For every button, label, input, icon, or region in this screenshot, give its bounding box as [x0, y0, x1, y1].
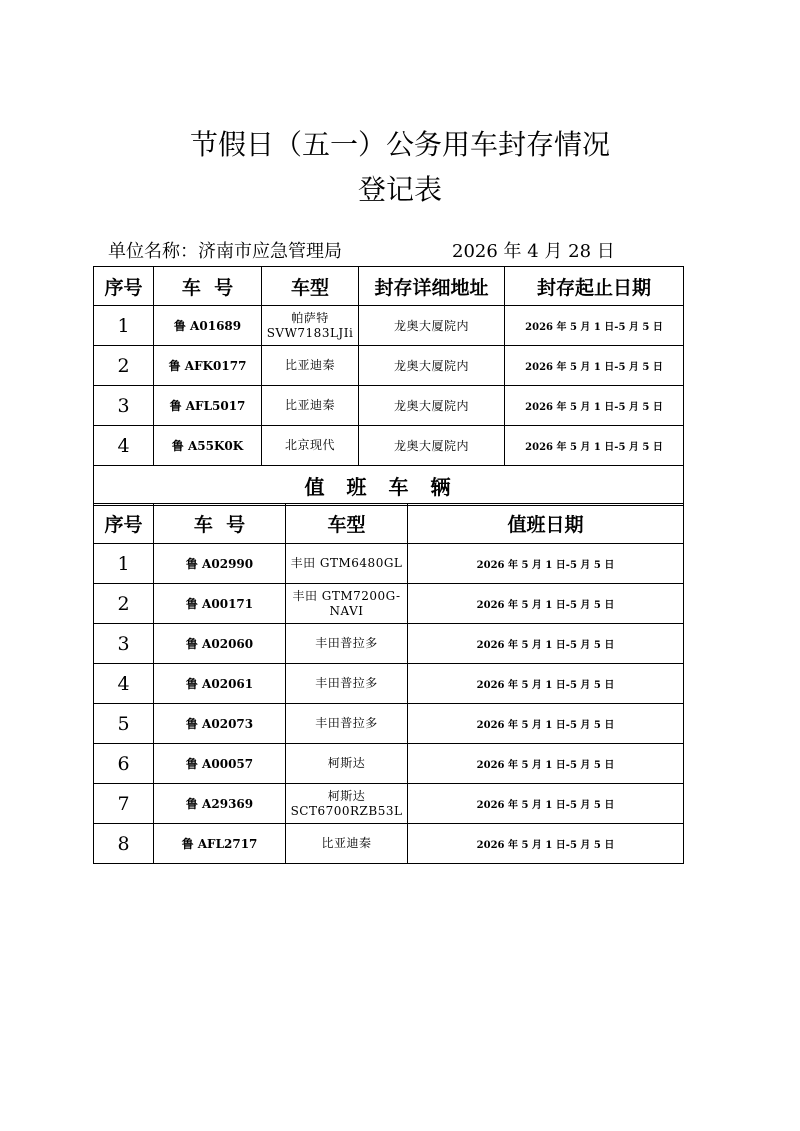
- table-header-row: [94, 504, 684, 544]
- vehicle-model: 丰田 GTM7200G- NAVI: [286, 584, 408, 624]
- plate-number: 鲁 A55K0K: [154, 426, 262, 466]
- storage-address: 龙奥大厦院内: [359, 346, 505, 386]
- row-index: 2: [94, 584, 154, 624]
- storage-period: 2026 年 5 月 1 日-5 月 5 日: [505, 426, 684, 466]
- row-index: 8: [94, 824, 154, 864]
- duty-period: 2026 年 5 月 1 日-5 月 5 日: [408, 704, 684, 744]
- table-row: [94, 664, 684, 704]
- row-index: 1: [94, 306, 154, 346]
- row-index: 6: [94, 744, 154, 784]
- storage-period: 2026 年 5 月 1 日-5 月 5 日: [505, 306, 684, 346]
- vehicle-model: 柯斯达 SCT6700RZB53L: [286, 784, 408, 824]
- document-subtitle: 登记表: [357, 173, 442, 206]
- row-index: 4: [94, 664, 154, 704]
- table-row: [94, 426, 684, 466]
- header-model: 车型: [286, 504, 408, 544]
- row-index: 2: [94, 346, 154, 386]
- duty-period: 2026 年 5 月 1 日-5 月 5 日: [408, 784, 684, 824]
- header-address: 封存详细地址: [359, 267, 505, 306]
- table-header-row: [94, 267, 684, 306]
- table-row: [94, 624, 684, 664]
- row-index: 4: [94, 426, 154, 466]
- header-plate: 车 号: [154, 267, 262, 306]
- row-index: 7: [94, 784, 154, 824]
- plate-number: 鲁 A01689: [154, 306, 262, 346]
- plate-number: 鲁 A02060: [154, 624, 286, 664]
- table-row: [94, 784, 684, 824]
- plate-number: 鲁 AFL2717: [154, 824, 286, 864]
- header-duty-date: 值班日期: [408, 504, 684, 544]
- plate-number: 鲁 A02990: [154, 544, 286, 584]
- header-plate: 车 号: [154, 504, 286, 544]
- vehicle-model: 丰田普拉多: [286, 624, 408, 664]
- plate-number: 鲁 A00057: [154, 744, 286, 784]
- vehicle-model: 帕萨特 SVW7183LJIi: [262, 306, 359, 346]
- row-index: 3: [94, 624, 154, 664]
- vehicle-model: 比亚迪秦: [286, 824, 408, 864]
- table-row: [94, 824, 684, 864]
- vehicle-model: 比亚迪秦: [262, 386, 359, 426]
- duty-period: 2026 年 5 月 1 日-5 月 5 日: [408, 744, 684, 784]
- storage-period: 2026 年 5 月 1 日-5 月 5 日: [505, 346, 684, 386]
- unit-name: 单位名称：济南市应急管理局: [108, 241, 342, 262]
- table-row: [94, 704, 684, 744]
- duty-section-row: [94, 466, 684, 506]
- plate-number: 鲁 A29369: [154, 784, 286, 824]
- storage-address: 龙奥大厦院内: [359, 386, 505, 426]
- storage-address: 龙奥大厦院内: [359, 306, 505, 346]
- plate-number: 鲁 A02061: [154, 664, 286, 704]
- storage-address: 龙奥大厦院内: [359, 426, 505, 466]
- vehicle-model: 柯斯达: [286, 744, 408, 784]
- vehicle-model: 丰田普拉多: [286, 664, 408, 704]
- unit-line: [108, 240, 615, 264]
- duty-period: 2026 年 5 月 1 日-5 月 5 日: [408, 824, 684, 864]
- table-row: [94, 346, 684, 386]
- duty-period: 2026 年 5 月 1 日-5 月 5 日: [408, 664, 684, 704]
- row-index: 1: [94, 544, 154, 584]
- plate-number: 鲁 AFL5017: [154, 386, 262, 426]
- duty-period: 2026 年 5 月 1 日-5 月 5 日: [408, 624, 684, 664]
- plate-number: 鲁 AFK0177: [154, 346, 262, 386]
- vehicle-model: 丰田 GTM6480GL: [286, 544, 408, 584]
- duty-period: 2026 年 5 月 1 日-5 月 5 日: [408, 584, 684, 624]
- row-index: 3: [94, 386, 154, 426]
- table-row: [94, 544, 684, 584]
- table-row: [94, 744, 684, 784]
- vehicle-model: 丰田普拉多: [286, 704, 408, 744]
- header-model: 车型: [262, 267, 359, 306]
- header-index: 序号: [94, 504, 154, 544]
- row-index: 5: [94, 704, 154, 744]
- plate-number: 鲁 A02073: [154, 704, 286, 744]
- storage-period: 2026 年 5 月 1 日-5 月 5 日: [505, 386, 684, 426]
- duty-section-title: 值班车辆: [94, 466, 684, 506]
- vehicle-model: 比亚迪秦: [262, 346, 359, 386]
- duty-period: 2026 年 5 月 1 日-5 月 5 日: [408, 544, 684, 584]
- header-period: 封存起止日期: [505, 267, 684, 306]
- document-title: 节假日（五一）公务用车封存情况: [189, 128, 610, 161]
- plate-number: 鲁 A00171: [154, 584, 286, 624]
- duty-vehicles-table: [93, 503, 684, 864]
- vehicle-model: 北京现代: [262, 426, 359, 466]
- table-row: [94, 386, 684, 426]
- table-row: [94, 584, 684, 624]
- table-row: [94, 306, 684, 346]
- sealed-vehicles-table: [93, 266, 684, 506]
- header-index: 序号: [94, 267, 154, 306]
- registration-date: 2026 年 4 月 28 日: [452, 241, 615, 262]
